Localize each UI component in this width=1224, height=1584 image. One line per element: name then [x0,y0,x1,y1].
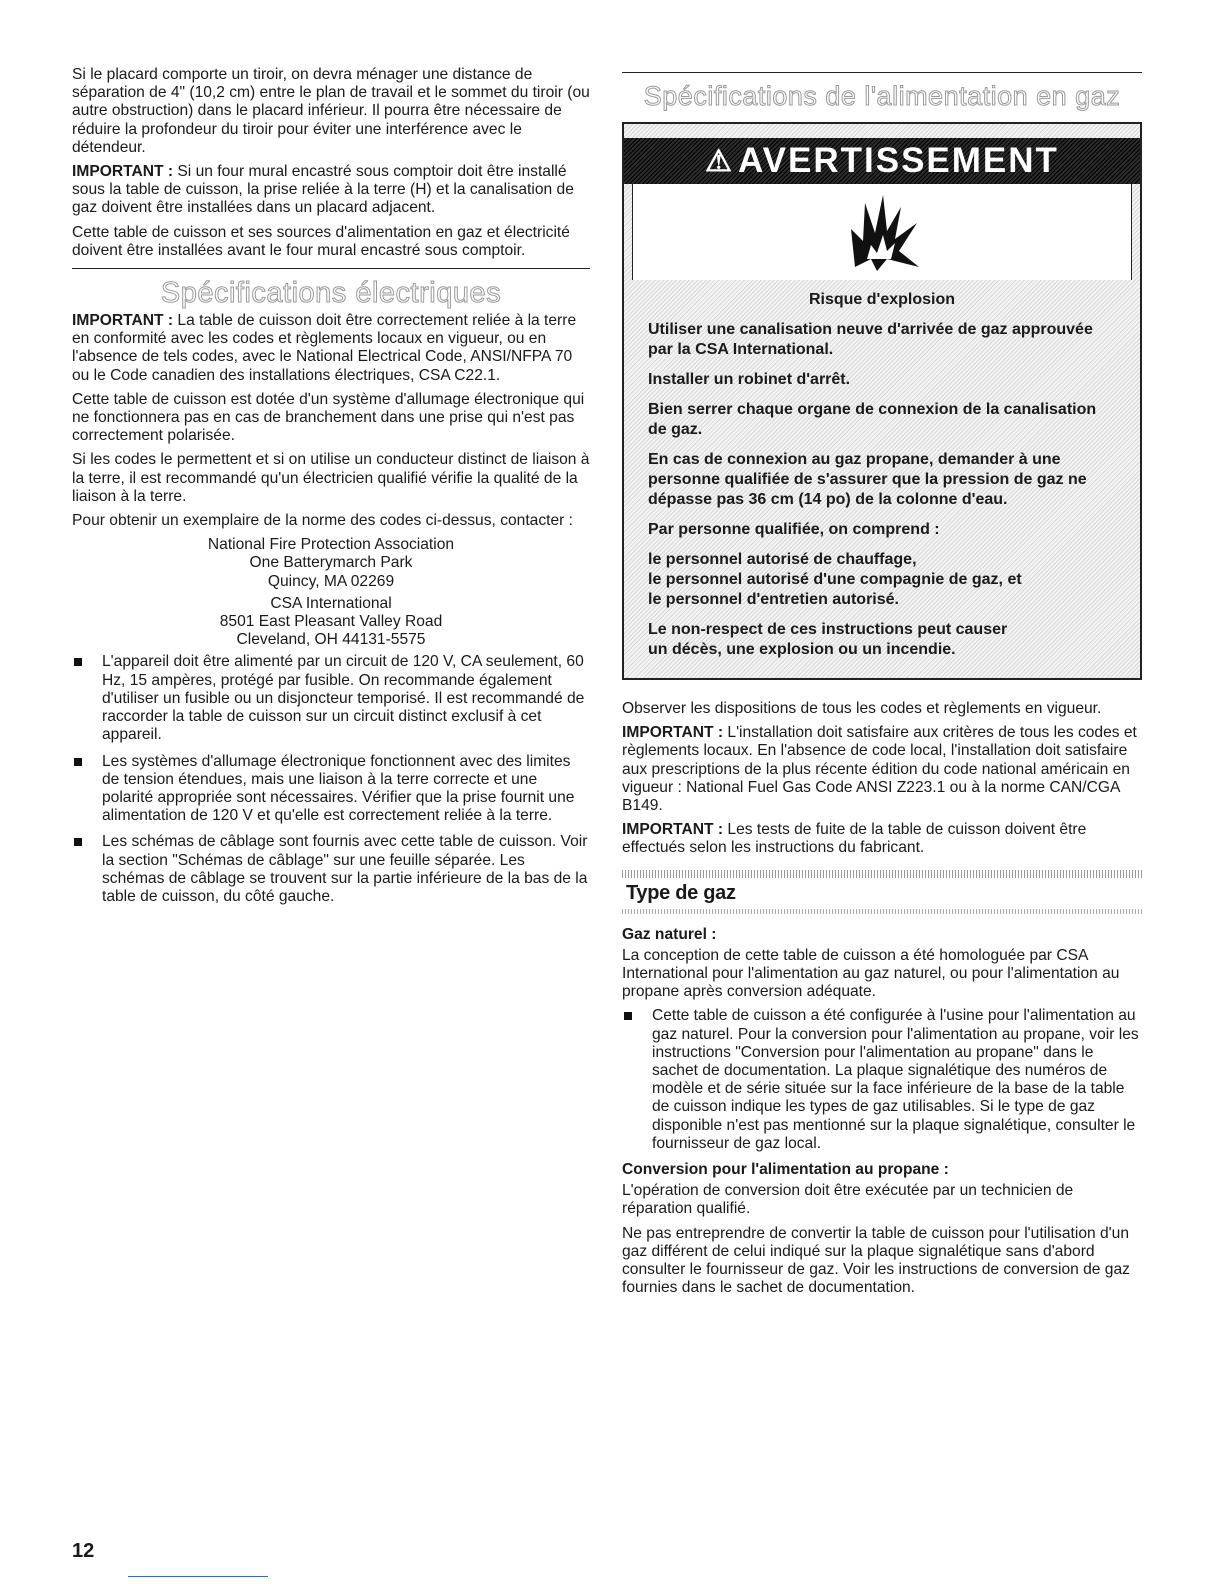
left-column [72,66,590,914]
warning-personnel [648,550,1116,610]
address-line: Cleveland, OH 44131-5575 [236,631,426,649]
gas-type-heading: Type de gaz [626,881,736,904]
address-line: One Batterymarch Park [249,554,413,572]
electrical-bullet-list [72,653,590,906]
address-line: National Fire Protection Association [207,536,455,554]
important-text: Si un four mural encastré sous comptoir doit être installé sous la table de cuisson, la prise reliée à la terre (H) et la canalisation de gaz doivent être installées dans un placard adjacent. [72,163,574,217]
propane-paragraph: Ne pas entreprendre de convertir la table de cuisson pour l'utilisation d'un gaz différent de celui indiqué sur la plaque signalétique sans d'abord consulter le fournisseur de gaz. Voir les instructions de conversion de gaz fournies dans le sachet de documentation. [622,1224,1130,1297]
footer-line [128,1576,268,1577]
bullet-square-icon [74,658,82,666]
address-csa [72,595,590,650]
personnel-line: le personnel d'entretien autorisé. [648,591,899,608]
section-divider [72,268,590,269]
right-column [622,66,1142,1303]
list-item-text: Les schémas de câblage sont fournis avec cette table de cuisson. Voir la section "Schémas de câblage" sur une feuille séparée. Les schémas de câblage se trouvent sur la partie inférieure de la bas de la table de cuisson, du côté gauche. [102,833,588,905]
natural-gas-paragraph: La conception de cette table de cuisson a été homologuée par CSA International pour l'alimentation au gaz naturel, ou pour l'alimentation au propane après conversion adéquate. [622,946,1120,1001]
grounding-paragraph: Si les codes le permettent et si on utilise un conducteur distinct de liaison à la terre, il est recommandé qu'un électricien qualifié vérifie la qualité de la liaison à la terre. [72,451,590,505]
warning-line: Installer un robinet d'arrêt. [648,371,851,388]
important-text: L'installation doit satisfaire aux critères de tous les codes et règlements locaux. En l'absence de code local, l'installation doit satisfaire aux prescriptions de la plus récente édition du code national américain en vigueur : National Fuel Gas Code ANSI Z223.1 ou à la norme CAN/CGA B149. [622,724,1137,815]
warning-header [624,138,1140,184]
electrical-important-paragraph [72,312,590,385]
important-label: IMPORTANT : [72,163,174,181]
ignition-paragraph: Cette table de cuisson est dotée d'un système d'allumage électronique qui ne fonctionnera pas en cas de branchement dans une prise qui n'est pas correctement polarisée. [72,390,585,445]
warning-line: En cas de connexion au gaz propane, demander à une personne qualifiée de s'assurer que la pression de gaz ne dépasse pas 36 cm (14 po) de la colonne d'eau. [648,451,1087,508]
warning-triangle-icon: ⚠ [705,144,734,178]
list-item [72,833,590,906]
warning-text [624,280,1140,678]
warning-box [622,122,1142,680]
address-line: 8501 East Pleasant Valley Road [219,613,443,631]
propane-conversion-label: Conversion pour l'alimentation au propane : [622,1161,949,1179]
install-order-paragraph: Cette table de cuisson et ses sources d'alimentation en gaz et électricité doivent être installées avant le four mural encastré sous comptoir. [72,223,570,259]
warning-line: Par personne qualifiée, on comprend : [648,521,940,538]
codes-paragraph: Observer les dispositions de tous les codes et règlements en vigueur. [622,700,1102,717]
page-number: 12 [72,1540,95,1562]
dotted-divider [622,909,1142,914]
bullet-square-icon [624,1012,632,1020]
important-text: Les tests de fuite de la table de cuisson doivent être effectués selon les instructions du fabricant. [622,821,1087,857]
contact-paragraph: Pour obtenir un exemplaire de la norme des codes ci-dessus, contacter : [72,512,573,530]
list-item [72,753,590,826]
leak-test-paragraph [622,821,1142,857]
important-text: La table de cuisson doit être correctement reliée à la terre en conformité avec les codes et règlements locaux en vigueur, ou en l'absence de tels codes, avec le National Electrical Code, ANSI/NFPA 70 ou le Code canadien des installations électriques, CSA C22.1. [72,312,577,384]
warning-line: Utiliser une canalisation neuve d'arrivée de gaz approuvée par la CSA International. [648,321,1093,358]
address-line: CSA International [270,594,392,612]
list-item [72,653,590,744]
warning-header-text: AVERTISSEMENT [737,141,1059,180]
consequence-line: Le non-respect de ces instructions peut causer [648,621,1008,638]
important-note-paragraph [72,163,590,218]
list-item [622,1007,1142,1153]
warning-consequence [648,620,1116,660]
personnel-line: le personnel autorisé d'une compagnie de gaz, et [648,571,1022,588]
important-label: IMPORTANT : [622,821,724,839]
explosion-icon-area [632,184,1132,280]
list-item-text: L'appareil doit être alimenté par un circuit de 120 V, CA seulement, 60 Hz, 15 ampères, protégé par fusible. On recommande également d'utiliser un fusible ou un disjoncteur temporisé. Il est recommandé de raccorder la table de cuisson sur un circuit distinct exclusif à cet appareil. [102,653,585,744]
consequence-line: un décès, une explosion ou un incendie. [648,641,956,658]
natural-gas-label: Gaz naturel : [622,925,717,943]
list-item-text: Cette table de cuisson a été configurée à l'usine pour l'alimentation au gaz naturel. Pour la conversion pour l'alimentation au propane, voir les instructions "Conversion pour l'alimentation au propane" dans le sachet de documentation. La plaque signalétique des numéros de modèle et de série située sur la face inférieure de la base de la table de cuisson indique les types de gaz utilisables. Si le type de gaz disponible n'est pas mentionné sur la plaque signalétique, consulter le fournisseur de gaz local. [652,1007,1139,1152]
installation-important-paragraph [622,724,1142,815]
address-line: Quincy, MA 02269 [267,572,395,590]
electrical-section-title: Spécifications électriques [160,277,502,310]
important-label: IMPORTANT : [72,312,174,330]
personnel-line: le personnel autorisé de chauffage, [648,551,917,568]
section-divider [622,72,1142,73]
address-nfpa [72,536,590,591]
propane-paragraph: L'opération de conversion doit être exécutée par un technicien de réparation qualifié. [622,1182,1074,1218]
warning-line: Bien serrer chaque organe de connexion de la canalisation de gaz. [648,401,1097,438]
bullet-square-icon [74,838,82,846]
warning-title: Risque d'explosion [808,291,956,308]
important-label: IMPORTANT : [622,724,724,742]
dotted-divider [622,870,1142,878]
explosion-icon [837,189,927,275]
gas-section-title: Spécifications de l'alimentation en gaz [643,81,1121,111]
bullet-square-icon [74,758,82,766]
list-item-text: Les systèmes d'allumage électronique fonctionnent avec des limites de tension étendues, mais une liaison à la terre correcte et une polarité appropriée sont nécessaires. Vérifier que la prise fournit une alimentation de 120 V et qu'elle est correctement reliée à la terre. [102,752,575,825]
natural-gas-bullet-list [622,1007,1142,1153]
intro-paragraph: Si le placard comporte un tiroir, on devra ménager une distance de séparation de 4" (10,2 cm) entre le plan de travail et le sommet du tiroir (ou autre obstruction) dans le placard inférieur. Il pourra être nécessaire de réduire la profondeur du tiroir pour éviter une interférence avec le détendeur. [72,66,590,156]
